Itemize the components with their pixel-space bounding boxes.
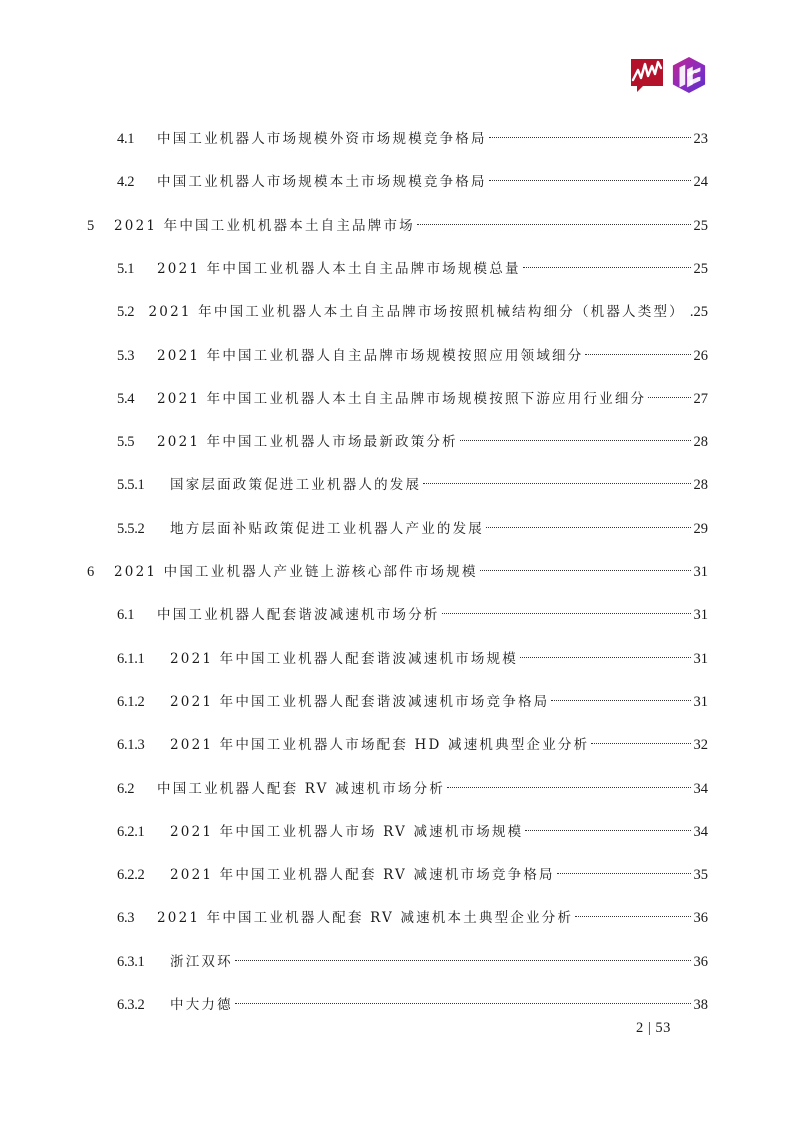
toc-entry-number: 6.1 [117,607,135,623]
toc-entry-title[interactable]: 中国工业机器人市场规模外资市场规模竞争格局 [157,131,487,147]
toc-entry-page-number[interactable]: 28 [693,434,708,450]
toc-entry[interactable] [117,296,708,320]
toc-entry-page-number[interactable]: 31 [693,607,708,623]
toc-entry-title[interactable]: 2021 年中国工业机器人自主品牌市场规模按照应用领域细分 [157,348,584,364]
toc-entry-number: 6.3 [117,910,135,926]
toc-entry-title[interactable]: 中国工业机器人配套 RV 减速机市场分析 [157,781,446,797]
toc-entry-page-number[interactable]: 23 [693,131,708,147]
toc-entry-number: 5.1 [117,261,135,277]
toc-dot-leader [575,902,690,922]
toc-entry-number: 5.2 [117,304,135,320]
toc-entry[interactable] [117,773,708,797]
toc-entry-page-number[interactable]: 28 [693,477,708,493]
toc-entry-page-number[interactable]: 31 [693,694,708,710]
toc-entry-number: 6.1.2 [117,694,145,710]
toc-entry-page-number[interactable]: 38 [693,997,708,1013]
toc-entry[interactable] [117,643,708,667]
toc-entry-page-number[interactable]: 32 [693,737,708,753]
toc-dot-leader [591,729,690,749]
red-waveform-logo-icon [629,56,665,94]
toc-entry-number: 6.3.1 [117,954,145,970]
toc-entry-title[interactable]: 地方层面补贴政策促进工业机器人产业的发展 [170,521,484,537]
toc-entry-page-number[interactable]: 34 [693,824,708,840]
toc-entry-number: 5.4 [117,391,135,407]
toc-entry-page-number[interactable]: 27 [693,391,708,407]
toc-entry-page-number[interactable]: 31 [693,651,708,667]
toc-entry-number: 4.2 [117,174,135,190]
toc-dot-leader [525,816,690,836]
purple-hexagon-logo-icon [671,56,707,94]
toc-entry[interactable] [117,686,708,710]
toc-entry[interactable] [117,166,708,190]
toc-entry-number: 5.3 [117,348,135,364]
toc-entry-number: 5 [87,218,94,234]
toc-entry-page-number[interactable]: 35 [693,867,708,883]
toc-dot-leader [489,166,691,186]
toc-entry-number: 4.1 [117,131,135,147]
toc-entry[interactable] [117,816,708,840]
toc-entry-title[interactable]: 国家层面政策促进工业机器人的发展 [170,477,422,493]
toc-entry-title[interactable]: 2021 年中国工业机器人本土自主品牌市场按照机械结构细分（机器人类型） [148,304,685,320]
toc-entry-title[interactable]: 2021 年中国工业机机器本土自主品牌市场 [114,218,415,234]
toc-entry-title[interactable]: 2021 年中国工业机器人市场配套 HD 减速机典型企业分析 [170,737,590,753]
toc-dot-leader [551,686,690,706]
toc-entry-page-number[interactable]: 24 [693,174,708,190]
toc-entry-title[interactable]: 2021 年中国工业机器人本土自主品牌市场规模总量 [157,261,521,277]
toc-entry-page-number[interactable]: 36 [693,910,708,926]
toc-entry[interactable] [117,340,708,364]
toc-entry-title[interactable]: 2021 年中国工业机器人配套 RV 减速机市场竞争格局 [170,867,555,883]
toc-entry[interactable] [87,210,708,234]
toc-entry[interactable] [117,729,708,753]
toc-entry-page-number[interactable]: 29 [693,521,708,537]
toc-entry-page-number[interactable]: .25 [689,304,708,320]
toc-dot-leader [423,469,690,489]
toc-entry-title[interactable]: 中国工业机器人市场规模本土市场规模竞争格局 [157,174,487,190]
toc-entry-title[interactable]: 2021 中国工业机器人产业链上游核心部件市场规模 [114,564,478,580]
toc-entry[interactable] [117,859,708,883]
toc-entry-page-number[interactable]: 25 [693,218,708,234]
toc-entry-page-number[interactable]: 26 [693,348,708,364]
toc-entry[interactable] [117,469,708,493]
toc-entry-title[interactable]: 2021 年中国工业机器人配套谐波减速机市场竞争格局 [170,694,550,710]
toc-entry-title[interactable]: 浙江双环 [170,954,233,970]
toc-entry-number: 6.2.2 [117,867,145,883]
toc-entry[interactable] [117,426,708,450]
toc-entry[interactable] [117,383,708,407]
toc-entry[interactable] [117,989,708,1013]
toc-entry-page-number[interactable]: 25 [693,261,708,277]
toc-entry-number: 6.3.2 [117,997,145,1013]
toc-entry-title[interactable]: 中国工业机器人配套谐波减速机市场分析 [157,607,440,623]
toc-entry-title[interactable]: 2021 年中国工业机器人市场 RV 减速机市场规模 [170,824,524,840]
toc-entry-title[interactable]: 2021 年中国工业机器人本土自主品牌市场规模按照下游应用行业细分 [157,391,647,407]
toc-entry-title[interactable]: 2021 年中国工业机器人配套 RV 减速机本土典型企业分析 [157,910,574,926]
toc-dot-leader [585,340,690,360]
toc-dot-leader [235,989,691,1009]
toc-dot-leader [489,123,691,143]
toc-dot-leader [480,556,691,576]
toc-entry-number: 5.5.1 [117,477,145,493]
toc-dot-leader [460,426,691,446]
toc-dot-leader [520,643,691,663]
toc-entry-number: 6.1.3 [117,737,145,753]
toc-entry[interactable] [87,556,708,580]
toc-entry-page-number[interactable]: 36 [693,954,708,970]
toc-entry-number: 5.5.2 [117,521,145,537]
header-logos [629,56,707,94]
toc-entry[interactable] [117,599,708,623]
toc-entry-number: 6.2 [117,781,135,797]
toc-entry[interactable] [117,902,708,926]
toc-dot-leader [417,210,691,230]
toc-dot-leader [486,513,691,533]
toc-entry-title[interactable]: 中大力德 [170,997,233,1013]
toc-dot-leader [235,946,691,966]
toc-dot-leader [523,253,691,273]
toc-dot-leader [557,859,691,879]
toc-dot-leader [442,599,691,619]
toc-entry[interactable] [117,123,708,147]
toc-entry-title[interactable]: 2021 年中国工业机器人市场最新政策分析 [157,434,458,450]
page-number-indicator: 2 | 53 [636,1020,671,1036]
toc-entry-number: 6.2.1 [117,824,145,840]
toc-entry-page-number[interactable]: 31 [693,564,708,580]
toc-entry[interactable] [117,253,708,277]
toc-entry-number: 6.1.1 [117,651,145,667]
toc-entry-number: 5.5 [117,434,135,450]
toc-dot-leader [447,773,690,793]
toc-entry[interactable] [117,946,708,970]
toc-entry-page-number[interactable]: 34 [693,781,708,797]
toc-entry-title[interactable]: 2021 年中国工业机器人配套谐波减速机市场规模 [170,651,518,667]
toc-dot-leader [648,383,690,403]
toc-entry-number: 6 [87,564,94,580]
toc-entry[interactable] [117,513,708,537]
